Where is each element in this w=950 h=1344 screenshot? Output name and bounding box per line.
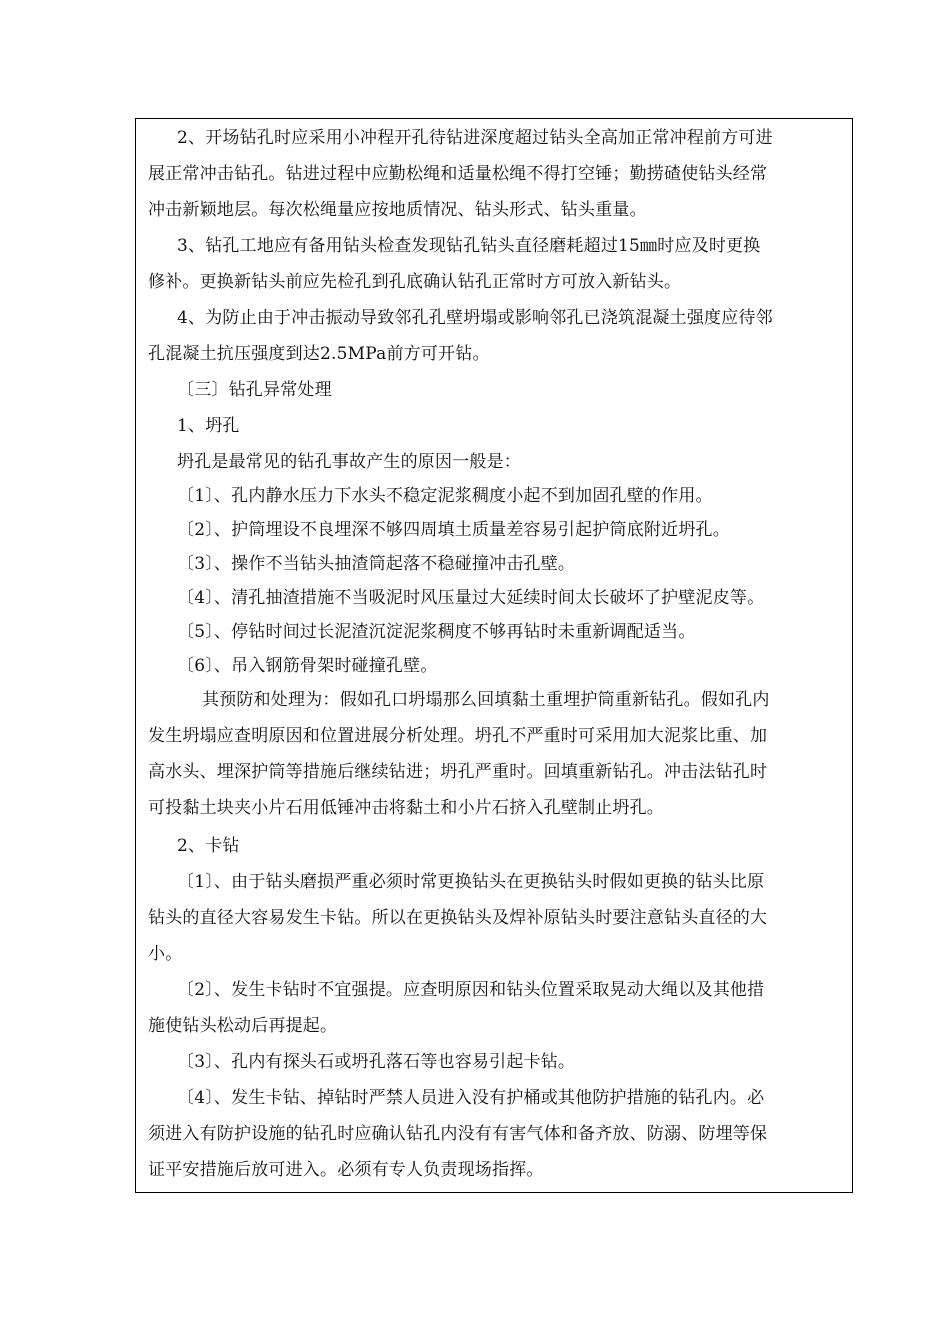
text-line: 展正常冲击钻孔。钻进过程中应勤松绳和适量松绳不得打空锤；勤捞碴使钻头经常 <box>148 164 768 184</box>
text-line: 小。 <box>148 944 183 964</box>
list-item: 〔4〕、发生卡钻、掉钻时严禁人员进入没有护桶或其他防护措施的钻孔内。必 <box>177 1088 765 1108</box>
text-line: 冲击新颖地层。每次松绳量应按地质情况、钻头形式、钻头重量。 <box>148 200 647 220</box>
list-item: 〔1〕、孔内静水压力下水头不稳定泥浆稠度小起不到加固孔壁的作用。 <box>177 486 713 506</box>
text-line: 可投黏土块夹小片石用低锤冲击将黏土和小片石挤入孔壁制止坍孔。 <box>148 798 664 818</box>
text-line: 须进入有防护设施的钻孔时应确认钻孔内没有有害气体和备齐放、防溺、防埋等保 <box>148 1124 768 1144</box>
list-item: 〔5〕、停钻时间过长泥渣沉淀泥浆稠度不够再钻时未重新调配适当。 <box>177 622 696 642</box>
list-item: 〔4〕、清孔抽渣措施不当吸泥时风压量过大延续时间太长破坏了护壁泥皮等。 <box>177 588 765 608</box>
list-item: 〔2〕、护筒埋设不良埋深不够四周填土质量差容易引起护筒底附近坍孔。 <box>177 520 730 540</box>
list-item: 〔6〕、吊入钢筋骨架时碰撞孔壁。 <box>177 656 438 676</box>
text-line: 修补。更换新钻头前应先检孔到孔底确认钻孔正常时方可放入新钻头。 <box>148 272 682 292</box>
text-line: 4、为防止由于冲击振动导致邻孔孔壁坍塌或影响邻孔已浇筑混凝土强度应待邻 <box>177 308 773 328</box>
text-line: 施使钻头松动后再提起。 <box>148 1016 338 1036</box>
text-line: 其预防和处理为：假如孔口坍塌那么回填黏土重埋护筒重新钻孔。假如孔内 <box>202 690 770 710</box>
subsection-heading: 1、坍孔 <box>177 416 240 436</box>
list-item: 〔3〕、孔内有探头石或坍孔落石等也容易引起卡钻。 <box>177 1052 576 1072</box>
text-line: 孔混凝土抗压强度到达2.5MPa前方可开钻。 <box>148 344 490 364</box>
list-item: 〔3〕、操作不当钻头抽渣筒起落不稳碰撞冲击孔壁。 <box>177 554 576 574</box>
text-line: 证平安措施后放可进入。必须有专人负责现场指挥。 <box>148 1160 544 1180</box>
subsection-heading: 2、卡钻 <box>177 836 240 856</box>
list-item: 〔1〕、由于钻头磨损严重必须时常更换钻头在更换钻头时假如更换的钻头比原 <box>177 872 765 892</box>
text-line: 3、钻孔工地应有备用钻头检查发现钻孔钻头直径磨耗超过15㎜时应及时更换 <box>177 236 761 256</box>
text-line: 2、开场钻孔时应采用小冲程开孔待钻进深度超过钻头全高加正常冲程前方可进 <box>177 128 773 148</box>
text-line: 发生坍塌应查明原因和位置进展分析处理。坍孔不严重时可采用加大泥浆比重、加 <box>148 726 768 746</box>
section-heading: 〔三〕钻孔异常处理 <box>177 380 332 400</box>
text-line: 钻头的直径大容易发生卡钻。所以在更换钻头及焊补原钻头时要注意钻头直径的大 <box>148 908 768 928</box>
text-line: 坍孔是最常见的钻孔事故产生的原因一般是： <box>177 452 521 472</box>
list-item: 〔2〕、发生卡钻时不宜强提。应查明原因和钻头位置采取晃动大绳以及其他措 <box>177 980 765 1000</box>
text-line: 高水头、埋深护筒等措施后继续钻进；坍孔严重时。回填重新钻孔。冲击法钻孔时 <box>148 762 768 782</box>
